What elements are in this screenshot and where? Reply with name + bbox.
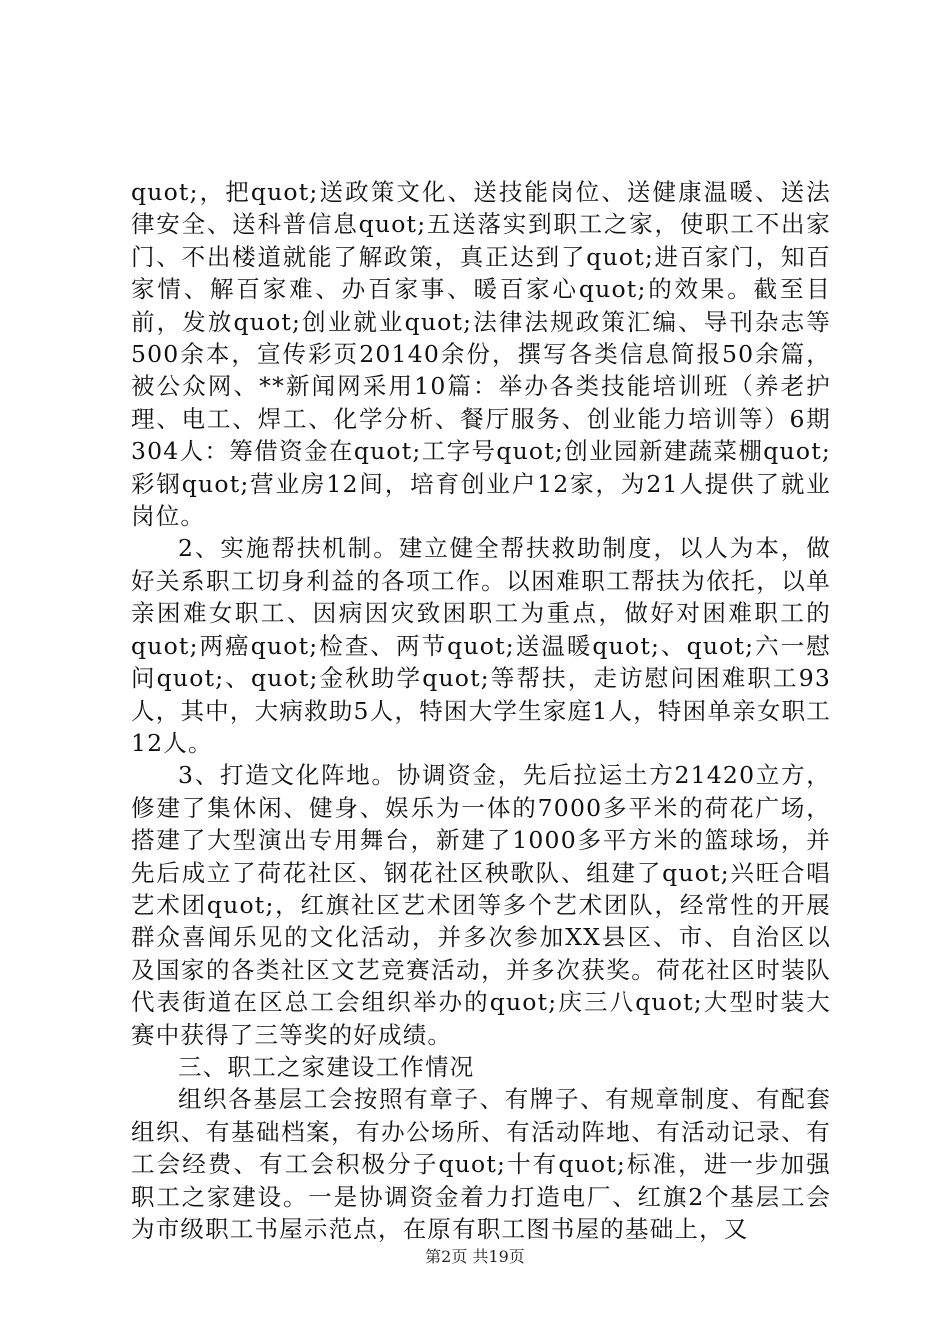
document-body xyxy=(131,176,831,1245)
paragraph-culture-venue: 3、打造文化阵地。协调资金，先后拉运土方21420立方，修建了集休闲、健身、娱乐为一体的7000多平米的荷花广场，搭建了大型演出专用舞台，新建了1000多平方米的篮球场，并先后成立了荷花社区、钢花社区秧歌队、组建了quot;兴旺合唱艺术团quot;，红旗社区艺术团等多个艺术团队，经常性的开展群众喜闻乐见的文化活动，并多次参加XX县区、市、自治区以及国家的各类社区文艺竞赛活动，并多次获奖。荷花社区时装队代表街道在区总工会组织举办的quot;庆三八quot;大型时装大赛中获得了三等奖的好成绩。 xyxy=(131,761,831,1049)
paragraph-assistance-mechanism: 2、实施帮扶机制。建立健全帮扶救助制度，以人为本，做好关系职工切身利益的各项工作。以困难职工帮扶为依托，以单亲困难女职工、因病因灾致困职工为重点，做好对困难职工的quot;两癌quot;检查、两节quot;送温暖quot;、quot;六一慰问quot;、quot;金秋助学quot;等帮扶，走访慰问困难职工93人，其中，大病救助5人，特困大学生家庭1人，特困单亲女职工12人。 xyxy=(131,534,831,757)
paragraph-continuation: quot;，把quot;送政策文化、送技能岗位、送健康温暖、送法律安全、送科普信息quot;五送落实到职工之家，使职工不出家门、不出楼道就能了解政策，真正达到了quot;进百家门，知百家情、解百家难、办百家事、暖百家心quot;的效果。截至目前，发放quot;创业就业quot;法律法规政策汇编、导刊杂志等500余本，宣传彩页20140余份，撰写各类信息简报50余篇，被公众网、**新闻网采用10篇：举办各类技能培训班（养老护理、电工、焊工、化学分析、餐厅服务、创业能力培训等）6期304人：筹借资金在quot;工字号quot;创业园新建蔬菜棚quot;彩钢quot;营业房12间，培育创业户12家，为21人提供了就业岗位。 xyxy=(131,178,831,531)
page-footer: 第2页 共19页 xyxy=(425,1247,525,1266)
section-heading: 三、职工之家建设工作情况 xyxy=(178,1052,475,1081)
paragraph-workers-home: 组织各基层工会按照有章子、有牌子、有规章制度、有配套组织、有基础档案，有办公场所、有活动阵地、有活动记录、有工会经费、有工会积极分子quot;十有quot;标准，进一步加强职工之家建设。一是协调资金着力打造电厂、红旗2个基层工会为市级职工书屋示范点，在原有职工图书屋的基础上，又 xyxy=(131,1085,831,1243)
